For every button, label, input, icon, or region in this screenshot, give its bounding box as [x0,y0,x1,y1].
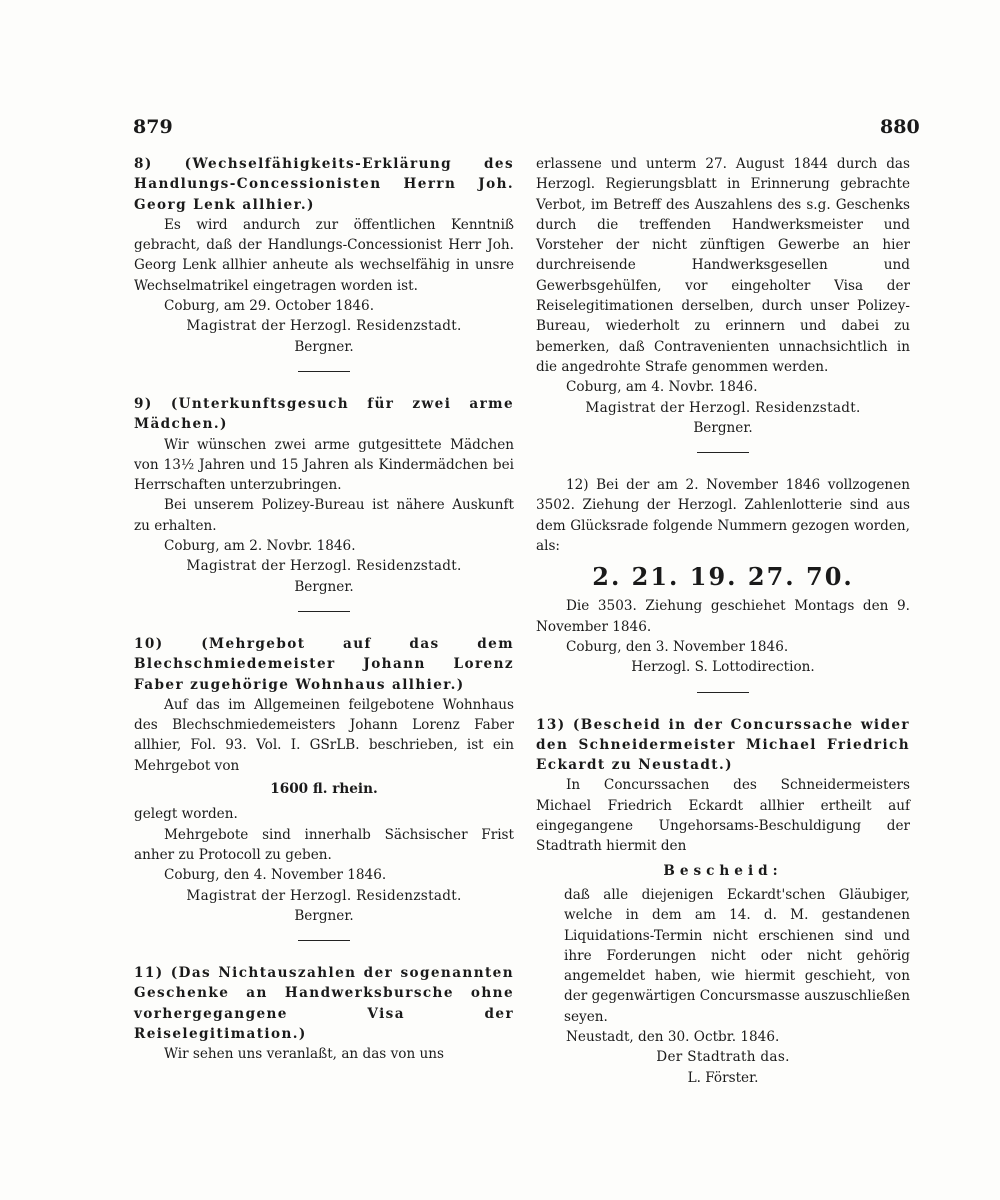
separator-rule [298,940,350,941]
lottery-numbers: 2. 21. 19. 27. 70. [592,562,854,592]
notice-12-date: Coburg, den 3. November 1846. [566,638,789,655]
notice-9-heading: 9) (Unterkunftsgesuch für zwei arme Mädchen.) [134,395,514,433]
notice-9-date: Coburg, am 2. Novbr. 1846. [164,538,356,555]
notice-13-signature-name: L. Förster. [687,1069,759,1086]
notice-8-signature-title: Magistrat der Herzogl. Residenzstadt. [186,318,462,335]
notice-12-signature: Herzogl. S. Lottodirection. [631,659,815,676]
separator-rule [697,452,749,453]
notice-10-body-2: gelegt worden. [134,806,238,823]
notice-9-signature-name: Bergner. [294,578,354,595]
notice-8-heading: 8) (Wechselfähigkeits-Erklärung des Handlungs-Concessionisten Herrn Joh. Georg Lenk allhier.) [134,156,514,213]
separator-rule [697,692,749,693]
notice-13-body: In Concurssachen des Schneidermeisters Michael Friedrich Eckardt allhier ertheilt auf eingegangene Ungehorsams-Beschuldigung der Stadtrath hiermit den [536,777,910,855]
page-number-right: 880 [880,116,920,138]
notice-9-body-1: Wir wünschen zwei arme gutgesittete Mädchen von 13½ Jahren und 15 Jahren als Kindermädchen bei Herrschaften unterzubringen. [134,436,514,494]
notice-11-date: Coburg, am 4. Novbr. 1846. [566,379,758,396]
notice-11-body-start: Wir sehen uns veranlaßt, an das von uns [164,1046,445,1063]
notice-12-body-2: Die 3503. Ziehung geschiehet Montags den 9. November 1846. [536,598,910,635]
right-column [536,154,910,1088]
notice-10-signature-title: Magistrat der Herzogl. Residenzstadt. [186,887,462,904]
notice-11-heading: 11) (Das Nichtauszahlen der sogenannten Geschenke an Handwerksbursche ohne vorhergegangene Visa der Reiselegitimation.) [134,965,514,1042]
notice-13-heading: 13) (Bescheid in der Concurssache wider den Schneidermeister Michael Friedrich Eckardt zu Neustadt.) [536,716,910,774]
notice-10-body-3: Mehrgebote sind innerhalb Sächsischer Frist anher zu Protocoll zu geben. [134,826,514,863]
notice-9-signature-title: Magistrat der Herzogl. Residenzstadt. [186,558,462,575]
notice-13-date: Neustadt, den 30. Octbr. 1846. [566,1028,780,1045]
notice-10-signature-name: Bergner. [294,907,354,924]
notice-10-date: Coburg, den 4. November 1846. [164,867,387,884]
bescheid-text: daß alle diejenigen Eckardt'schen Gläubiger, welche in dem am 14. d. M. gestandenen Liquidations-Termin nicht erschienen sind und ihre Forderungen nicht oder nicht gehörig angemeldet haben, wie hiermit geschieht, von der gegenwärtigen Concursmasse auszuschließen seyen. [564,886,910,1025]
notice-13-signature-title: Der Stadtrath das. [656,1049,790,1066]
notice-11-signature-title: Magistrat der Herzogl. Residenzstadt. [585,399,861,416]
notice-12-body: 12) Bei der am 2. November 1846 vollzogenen 3502. Ziehung der Herzogl. Zahlenlotterie sind aus dem Glücksrade folgende Nummern gezogen worden, als: [536,477,910,555]
notice-11-signature-name: Bergner. [693,419,753,436]
notice-10-amount: 1600 fl. rhein. [270,781,378,798]
separator-rule [298,371,350,372]
notice-10-body-1: Auf das im Allgemeinen feilgebotene Wohnhaus des Blechschmiedemeisters Johann Lorenz Faber allhier, Fol. 93. Vol. I. GSrLB. beschrieben, ist ein Mehrgebot von [134,696,514,774]
left-column [134,154,514,1065]
notice-8-date: Coburg, am 29. October 1846. [164,298,375,315]
notice-11-body-continued: erlassene und unterm 27. August 1844 durch das Herzogl. Regierungsblatt in Erinnerung gebrachte Verbot, im Betreff des Auszahlens des s.g. Geschenks durch die treffenden Handwerksmeister und Vorsteher der nicht zünftigen Gewerbe an hier durchreisende Handwerksgesellen und Gewerbsgehülfen, vor eingeholter Visa der Reiselegitimationen derselben, durch unser Polizey-Bureau, wiederholt zu erinnern und dabei zu bemerken, daß Contravenienten unnachsichtlich in die angedrohte Strafe genommen werden. [536,156,910,375]
separator-rule [298,611,350,612]
notice-8-body: Es wird andurch zur öffentlichen Kenntniß gebracht, daß der Handlungs-Concessionist Herr Joh. Georg Lenk allhier anheute als wechselfähig in unsre Wechselmatrikel eingetragen worden ist. [134,216,514,294]
bescheid-label: Bescheid: [663,862,783,879]
notice-10-heading: 10) (Mehrgebot auf das dem Blechschmiedemeister Johann Lorenz Faber zugehörige Wohnhaus allhier.) [134,635,514,693]
notice-8-signature-name: Bergner. [294,338,354,355]
page-number-left: 879 [133,116,173,138]
notice-9-body-2: Bei unserem Polizey-Bureau ist nähere Auskunft zu erhalten. [134,497,514,534]
